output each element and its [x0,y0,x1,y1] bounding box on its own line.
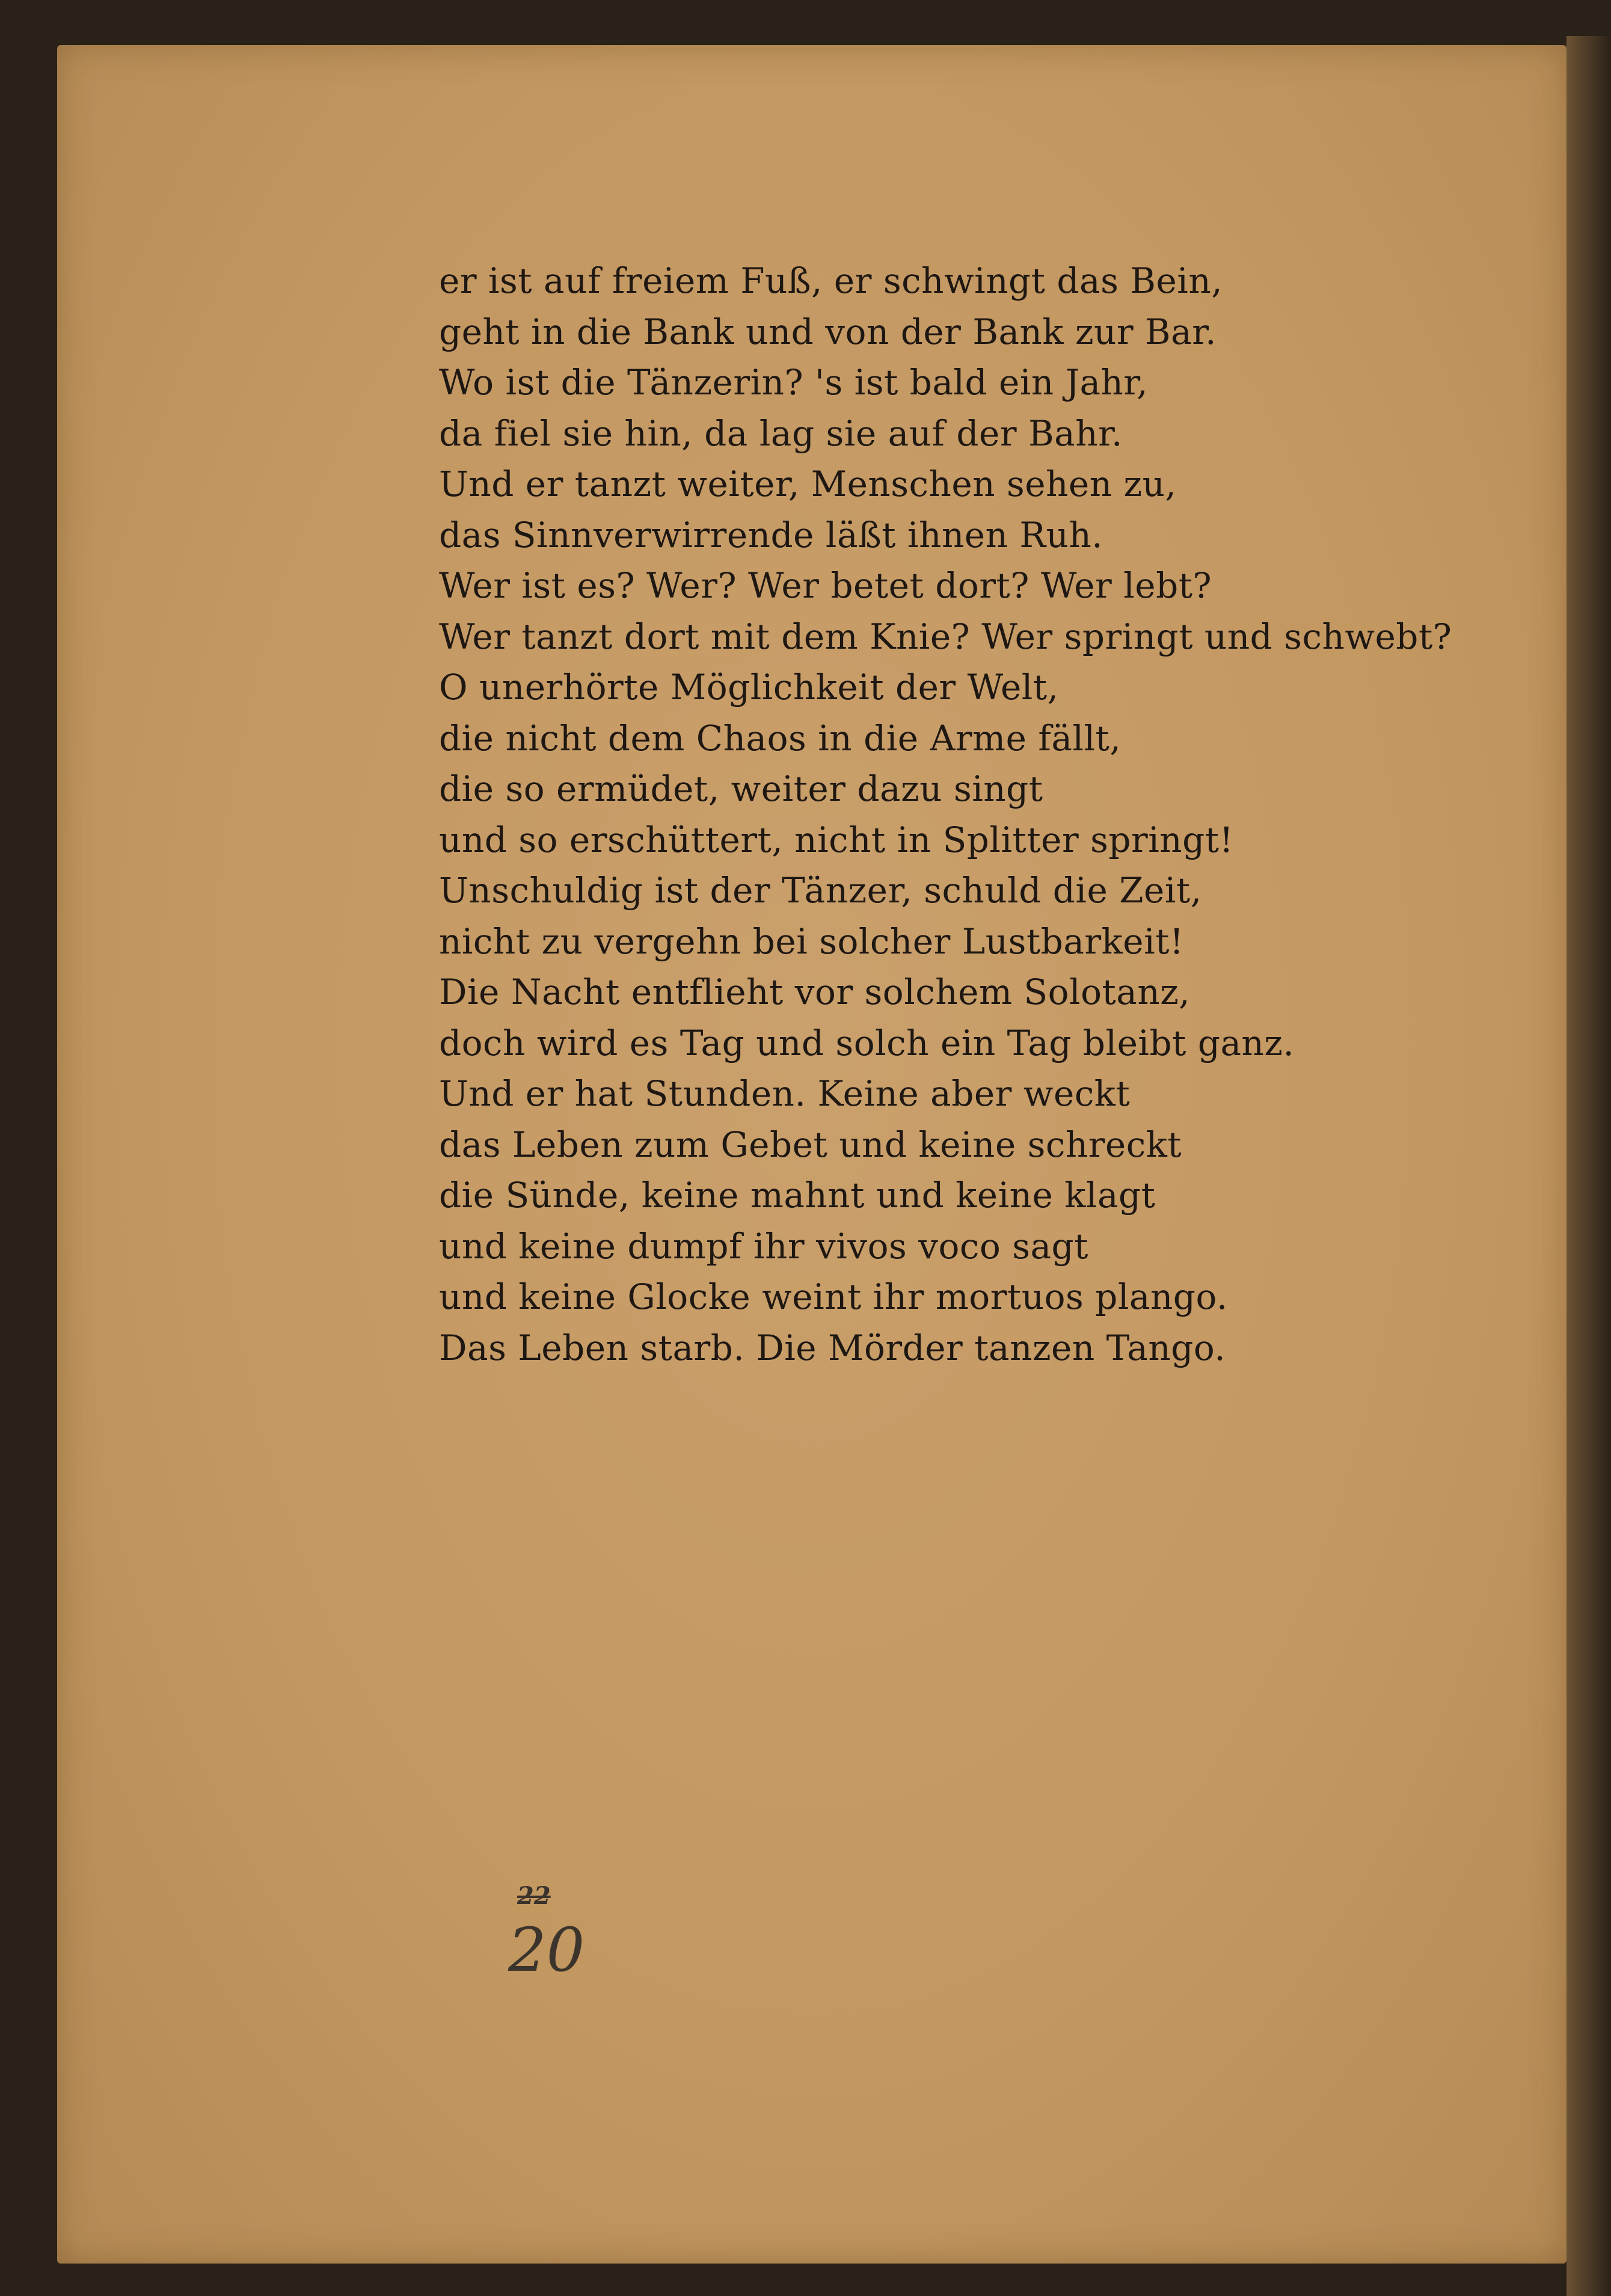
poem-line: Das Leben starb. Die Mörder tanzen Tango. [439,1327,1226,1368]
poem-line: O unerhörte Möglichkeit der Welt, [439,667,1059,708]
poem-line: und so erschüttert, nicht in Splitter springt! [439,819,1234,860]
poem-line: er ist auf freiem Fuß, er schwingt das Bein, [439,260,1223,301]
poem-line: und keine Glocke weint ihr mortuos plango. [439,1276,1228,1317]
poem-line: nicht zu vergehn bei solcher Lustbarkeit! [439,920,1184,962]
struck-page-number: 22 [517,1882,551,1910]
poem-line: Und er tanzt weiter, Menschen sehen zu, [439,464,1177,504]
poem-line: das Sinnverwirrende läßt ihnen Ruh. [439,514,1103,556]
poem-line: Wer ist es? Wer? Wer betet dort? Wer lebt? [439,565,1212,606]
poem-line: Wer tanzt dort mit dem Knie? Wer springt und schwebt? [439,616,1452,657]
poem-line: doch wird es Tag und solch ein Tag bleibt ganz. [439,1022,1295,1064]
poem-line: die nicht dem Chaos in die Arme fällt, [439,717,1122,759]
poem-line: Die Nacht entflieht vor solchem Solotanz, [439,972,1191,1012]
poem-line: die so ermüdet, weiter dazu singt [439,768,1043,809]
poem-line: die Sünde, keine mahnt und keine klagt [439,1175,1156,1216]
poem-text [439,256,1452,1373]
poem-line: das Leben zum Gebet und keine schreckt [439,1124,1182,1165]
page-number: 20 [508,1915,585,1985]
book-spine-edge [1567,36,1611,2296]
poem-line: Wo ist die Tänzerin? 's ist bald ein Jahr, [439,362,1149,403]
poem-line: Und er hat Stunden. Keine aber weckt [439,1073,1131,1114]
poem-line: Unschuldig ist der Tänzer, schuld die Zeit, [439,870,1202,911]
poem-line: da fiel sie hin, da lag sie auf der Bahr. [439,412,1123,454]
poem-line: und keine dumpf ihr vivos voco sagt [439,1225,1088,1267]
poem-line: geht in die Bank und von der Bank zur Bar. [439,311,1217,352]
